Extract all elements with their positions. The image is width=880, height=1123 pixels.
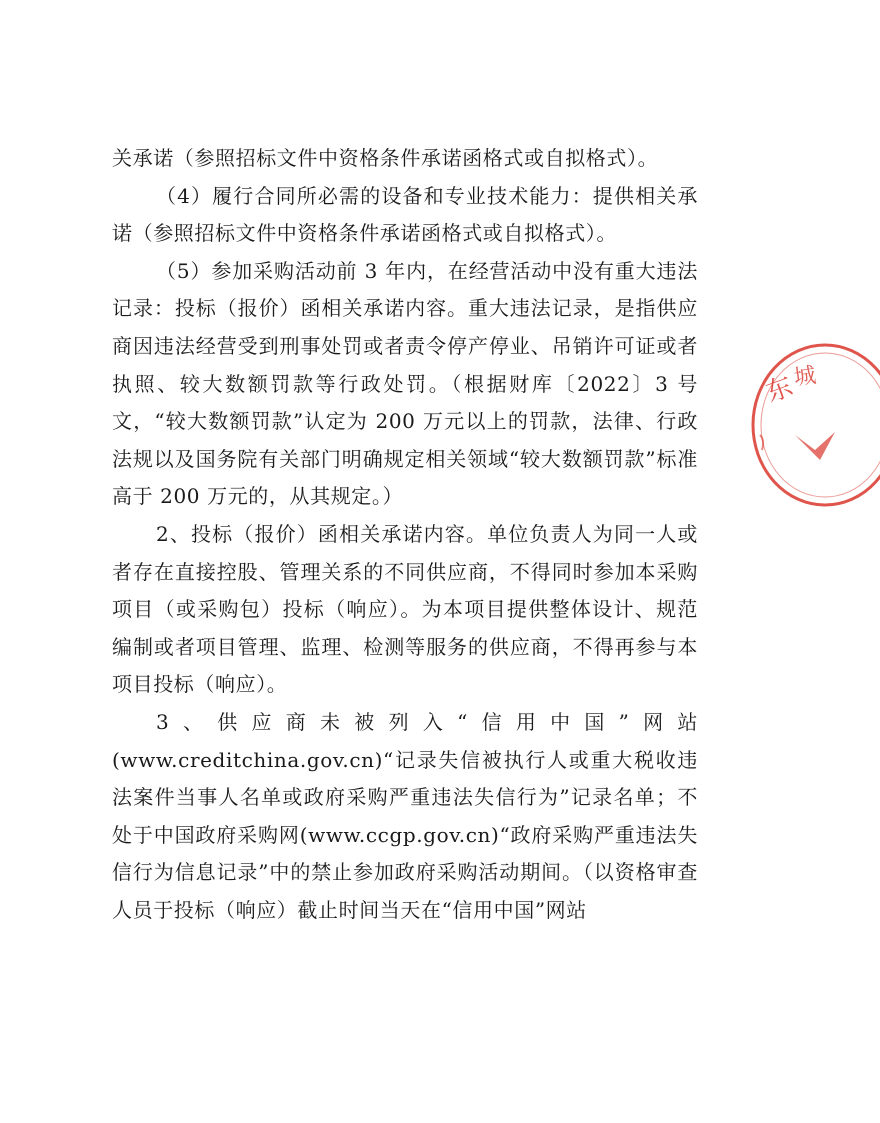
svg-text:东: 东 [762,371,797,409]
paragraph-5: 3、供应商未被列入“信用中国”网站 [156,709,698,734]
paragraph-6: (www.creditchina.gov.cn)“记录失信被执行人或重大税收违法案件当事人名单或政府采购严重违法失信行为”记录名单；不处于中国政府采购网(www.ccgp.gov.cn)“政府采购严重违法失信行为信息记录”中的禁止参加政府采购活动期间。（以资格审查人员于投标（响应）截止时间当天在“信用中国”网站 [112,747,698,922]
paragraph-1: 关承诺（参照招标文件中资格条件承诺函格式或自拟格式）。 [112,146,659,170]
seal-stamp [740,340,880,510]
paragraph-2: （4）履行合同所必需的设备和专业技术能力：提供相关承诺（参照招标文件中资格条件承诺函格式或自拟格式）。 [112,183,698,246]
paragraph-4: 2、投标（报价）函相关承诺内容。单位负责人为同一人或者存在直接控股、管理关系的不同供应商，不得同时参加本采购项目（或采购包）投标（响应）。为本项目提供整体设计、规范编制或者项目管理、监理、检测等服务的供应商，不得再参与本项目投标（响应）。 [112,521,698,697]
svg-text:城: 城 [792,363,818,391]
paragraph-3: （5）参加采购活动前 3 年内，在经营活动中没有重大违法记录：投标（报价）函相关承诺内容。重大违法记录，是指供应商因违法经营受到刑事处罚或者责令停产停业、吊销许可证或者执照、较大数额罚款等行政处罚。（根据财库〔2022〕3 号文，“较大数额罚款”认定为 200 万元以上的罚款，法律、行政法规以及国务院有关部门明确规定相关领域“较大数额罚款”标准高于 200 万元的，从其规定。） [112,258,698,509]
document-body [112,140,698,929]
